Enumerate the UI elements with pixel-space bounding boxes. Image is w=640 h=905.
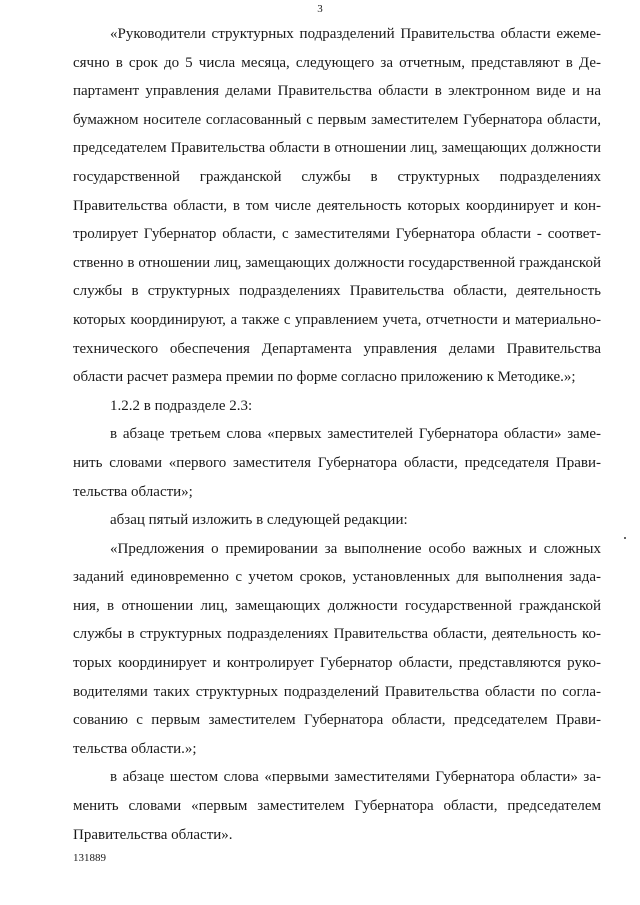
paragraph-premium-proposals: «Предложения о премировании за выполнение особо важных и сложных заданий единовременно с учетом сроков, установленных для выполнения задания, в отношении лиц, замещающих должности государственной гражданской службы в структурных подразделениях Правительства области, деятельность которых координирует и контролирует Губернатор области, представляются руководителями таких структурных подразделений Правительства области по согласованию с первым заместителем Губернатора области, председателем Правительства области.»; (73, 540, 601, 757)
scan-speck (624, 537, 626, 539)
document-code: 131889 (73, 852, 106, 864)
paragraph-item-1-2-2: 1.2.2 в подразделе 2.3: (110, 397, 253, 414)
document-body (73, 20, 601, 849)
paragraph-premium-report-procedure: «Руководители структурных подразделений Правительства области ежемесячно в срок до 5 числа месяца, следующего за отчетным, представляют в Департамент управления делами Правительства области в электронном виде и на бумажном носителе согласованный с первым заместителем Губернатора области, председателем Правительства области в отношении лиц, замещающих должности государственной гражданской службы в структурных подразделениях Правительства области, в том числе деятельность которых координирует и контролирует Губернатор области, с заместителями Губернатора области - соответственно в отношении лиц, замещающих должности государственной гражданской службы в структурных подразделениях Правительства области, деятельность которых координируют, а также с управлением учета, отчетности и материально-технического обеспечения Департамента управления делами Правительства области расчет размера премии по форме согласно приложению к Методике.»; (73, 26, 601, 386)
paragraph-abzac-fifth-intro: абзац пятый изложить в следующей редакции: (110, 512, 408, 529)
page-number: 3 (317, 3, 323, 15)
paragraph-abzac-sixth-change: в абзаце шестом слова «первыми заместителями Губернатора области» заменить словами «первым заместителем Губернатора области, председателем Правительства области». (73, 769, 601, 843)
paragraph-abzac-third-change: в абзаце третьем слова «первых заместителей Губернатора области» заменить словами «первого заместителя Губернатора области, председателя Правительства области»; (73, 426, 601, 500)
